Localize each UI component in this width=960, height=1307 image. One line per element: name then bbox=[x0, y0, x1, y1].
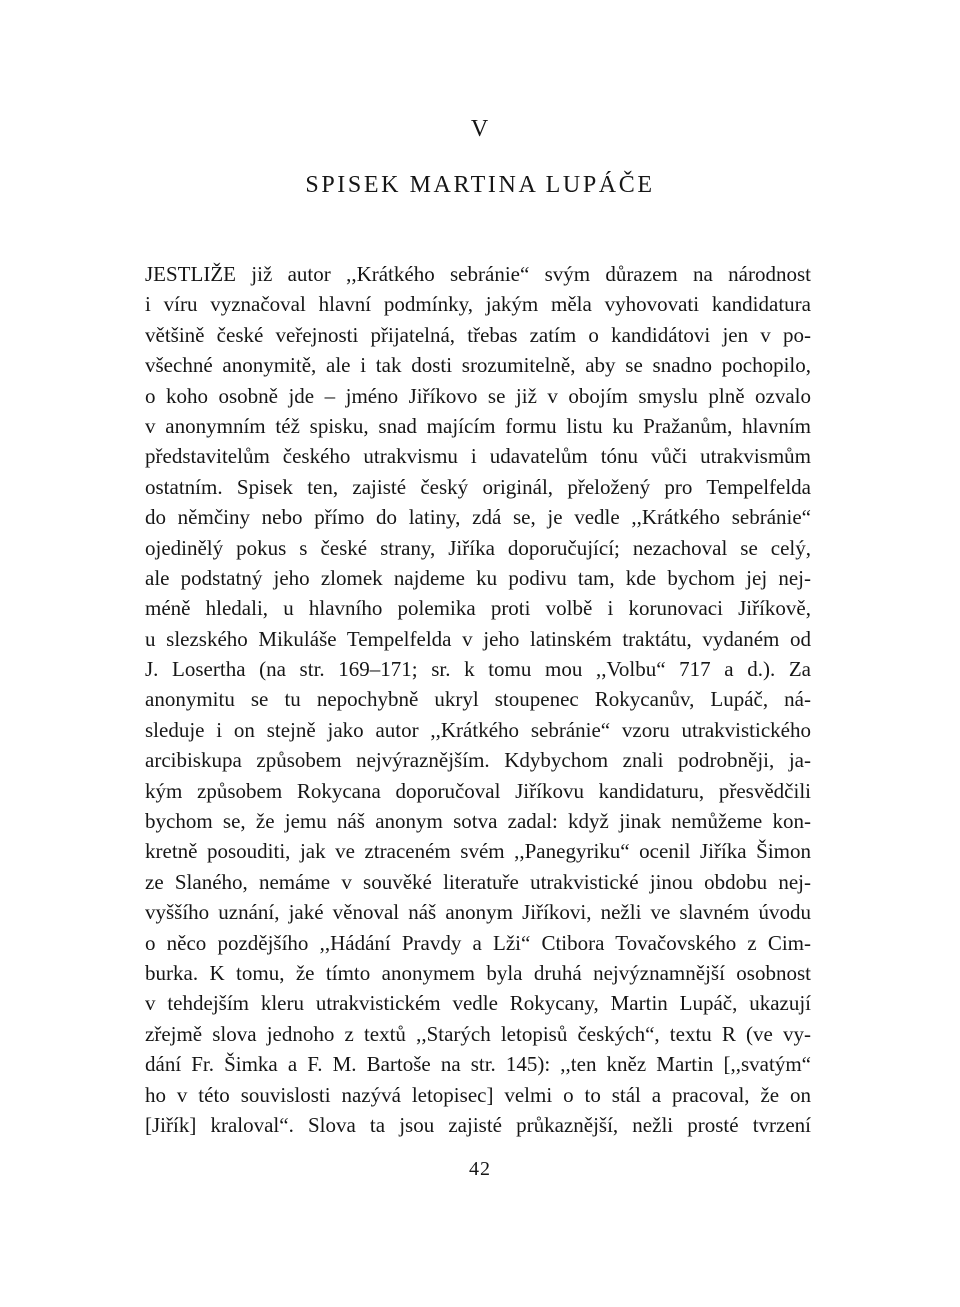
text-line: burka. K tomu, že tímto anonymem byla druhá nejvýznamnější osobnost bbox=[145, 960, 811, 985]
text-line: o koho osobně jde – jméno Jiříkovo se již v obojím smyslu plně ozvalo bbox=[145, 383, 811, 408]
text-line: dání Fr. Šimka a F. M. Bartoše na str. 145): ,,ten kněz Martin [,,svatým“ bbox=[145, 1052, 811, 1077]
text-line: JESTLIŽE již autor ,,Krátkého sebránie“ svým důrazem na národnost bbox=[145, 262, 811, 286]
text-line: sleduje i on stejně jako autor ,,Krátkého sebránie“ vzoru utrakvistického bbox=[145, 717, 811, 742]
chapter-number: V bbox=[470, 116, 490, 142]
text-line: ho v této souvislosti nazývá letopisec] velmi o to stál a pracoval, že on bbox=[145, 1082, 811, 1107]
text-line: anonymitu se tu nepochybně ukryl stoupenec Rokycanův, Lupáč, ná- bbox=[145, 687, 811, 712]
text-line: ostatním. Spisek ten, zajisté český originál, přeložený pro Tempelfelda bbox=[145, 474, 811, 499]
text-line: kretně posouditi, jak ve ztraceném svém ,,Panegyriku“ ocenil Jiříka Šimon bbox=[145, 839, 811, 864]
text-line: J. Losertha (na str. 169–171; sr. k tomu mou ,,Volbu“ 717 a d.). Za bbox=[145, 657, 811, 682]
text-line: bychom se, že jemu náš anonym sotva zadal: když jinak nemůžeme kon- bbox=[145, 809, 811, 834]
text-line: o něco pozdějšího ,,Hádání Pravdy a Lži“ Ctibora Tovačovského z Cim- bbox=[145, 930, 811, 955]
text-line: většině české veřejnosti přijatelná, třebas zatím o kandidátovi jen v po- bbox=[145, 322, 811, 347]
text-line: všechné anonymitě, ale i tak dosti srozumitelně, aby se snadno pochopilo, bbox=[145, 353, 811, 378]
text-line: vyššího uznání, jaké věnoval náš anonym Jiříkovi, nežli ve slavném úvodu bbox=[145, 900, 811, 925]
text-line: představitelům českého utrakvismu i udavatelům tónu vůči utrakvismům bbox=[145, 444, 811, 469]
text-line: kým způsobem Rokycana doporučoval Jiříkovu kandidaturu, přesvědčili bbox=[145, 778, 811, 803]
text-line: ojedinělý pokus s české strany, Jiříka doporučující; nezachoval se celý, bbox=[145, 535, 811, 560]
text-line: v anonymním též spisku, snad majícím formu listu ku Pražanům, hlavním bbox=[145, 413, 811, 438]
page-number: 42 bbox=[469, 1158, 491, 1180]
text-line: do němčiny nebo přímo do latiny, zdá se, je vedle ,,Krátkého sebránie“ bbox=[145, 505, 811, 530]
body-paragraph bbox=[145, 259, 811, 1140]
chapter-title: SPISEK MARTINA LUPÁČE bbox=[305, 172, 655, 198]
text-line: u slezského Mikuláše Tempelfelda v jeho latinském traktátu, vydaném od bbox=[145, 626, 811, 651]
text-line: ale podstatný jeho zlomek najdeme ku podivu tam, kde bychom jej nej- bbox=[145, 565, 811, 590]
text-line: zřejmě slova jednoho z textů ,,Starých letopisů českých“, textu R (ve vy- bbox=[145, 1021, 811, 1046]
text-line: méně hledali, u hlavního polemika proti volbě i korunovaci Jiříkově, bbox=[145, 596, 811, 621]
text-line: [Jiřík] kraloval“. Slova ta jsou zajisté průkaznější, nežli prosté tvrzení bbox=[145, 1112, 811, 1137]
text-line: arcibiskupa způsobem nejvýraznějším. Kdybychom znali podrobněji, ja- bbox=[145, 748, 811, 773]
text-line: ze Slaného, nemáme v souvěké literatuře utrakvistické jinou obdobu nej- bbox=[145, 869, 811, 894]
text-line: v tehdejším kleru utrakvistickém vedle Rokycany, Martin Lupáč, ukazují bbox=[145, 991, 811, 1016]
text-line: i víru vyznačoval hlavní podmínky, jakým měla vyhovovati kandidatura bbox=[145, 292, 811, 317]
